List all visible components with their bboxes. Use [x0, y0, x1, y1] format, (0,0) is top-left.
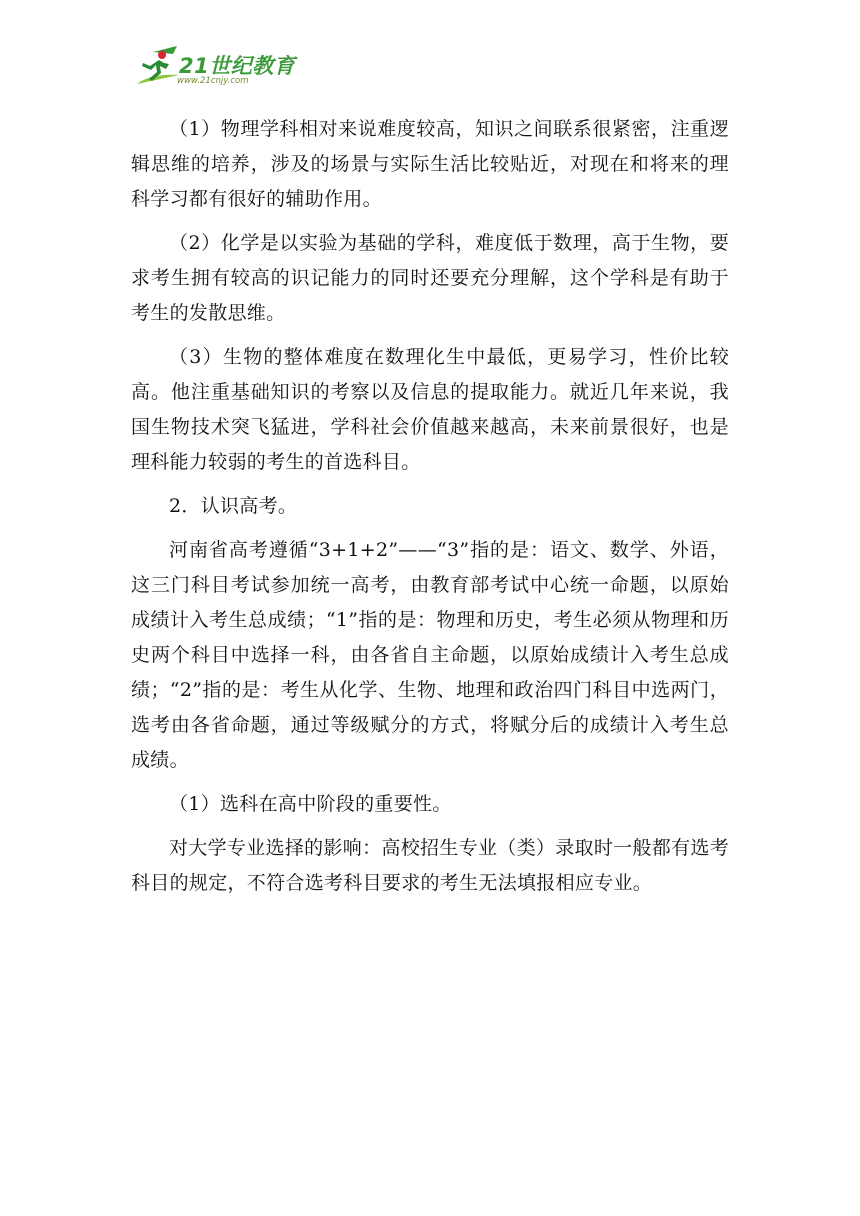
logo-url: www.21cnjy.com: [177, 76, 249, 86]
subsection-heading: （1）选科在高中阶段的重要性。: [169, 793, 452, 815]
paragraph-exam-structure: 河南省高考遵循“3+1+2”——“3”指的是：语文、数学、外语，这三门科目考试参加统一高考，由教育部考试中心统一命题，以原始成绩计入考生总成绩；“1”指的是：物理和历史，考生必须从物理和历史两个科目中选择一科，由各省自主命题，以原始成绩计入考生总成绩；“2”指的是：考生从化学、生物、地理和政治四门科目中选两门，选考由各省命题，通过等级赋分的方式，将赋分后的成绩计入考生总成绩。: [131, 539, 729, 771]
site-logo: [133, 44, 303, 90]
paragraph-biology: （3）生物的整体难度在数理化生中最低，更易学习，性价比较高。他注重基础知识的考察以及信息的提取能力。就近几年来说，我国生物技术突飞猛进，学科社会价值越来越高，未来前景很好，也是理科能力较弱的考生的首选科目。: [131, 346, 729, 473]
section-heading: 2．认识高考。: [169, 495, 298, 517]
document-body: [131, 112, 729, 910]
logo-wordmark: 21世纪教育: [179, 54, 296, 78]
paragraph-university-impact: 对大学专业选择的影响：高校招生专业（类）录取时一般都有选考科目的规定，不符合选考科目要求的考生无法填报相应专业。: [131, 837, 729, 894]
running-figure-logo-icon: [133, 44, 181, 88]
paragraph-physics: （1）物理学科相对来说难度较高，知识之间联系很紧密，注重逻辑思维的培养，涉及的场景与实际生活比较贴近，对现在和将来的理科学习都有很好的辅助作用。: [131, 118, 729, 210]
paragraph-chemistry: （2）化学是以实验为基础的学科，难度低于数理，高于生物，要求考生拥有较高的识记能力的同时还要充分理解，这个学科是有助于考生的发散思维。: [131, 232, 729, 324]
